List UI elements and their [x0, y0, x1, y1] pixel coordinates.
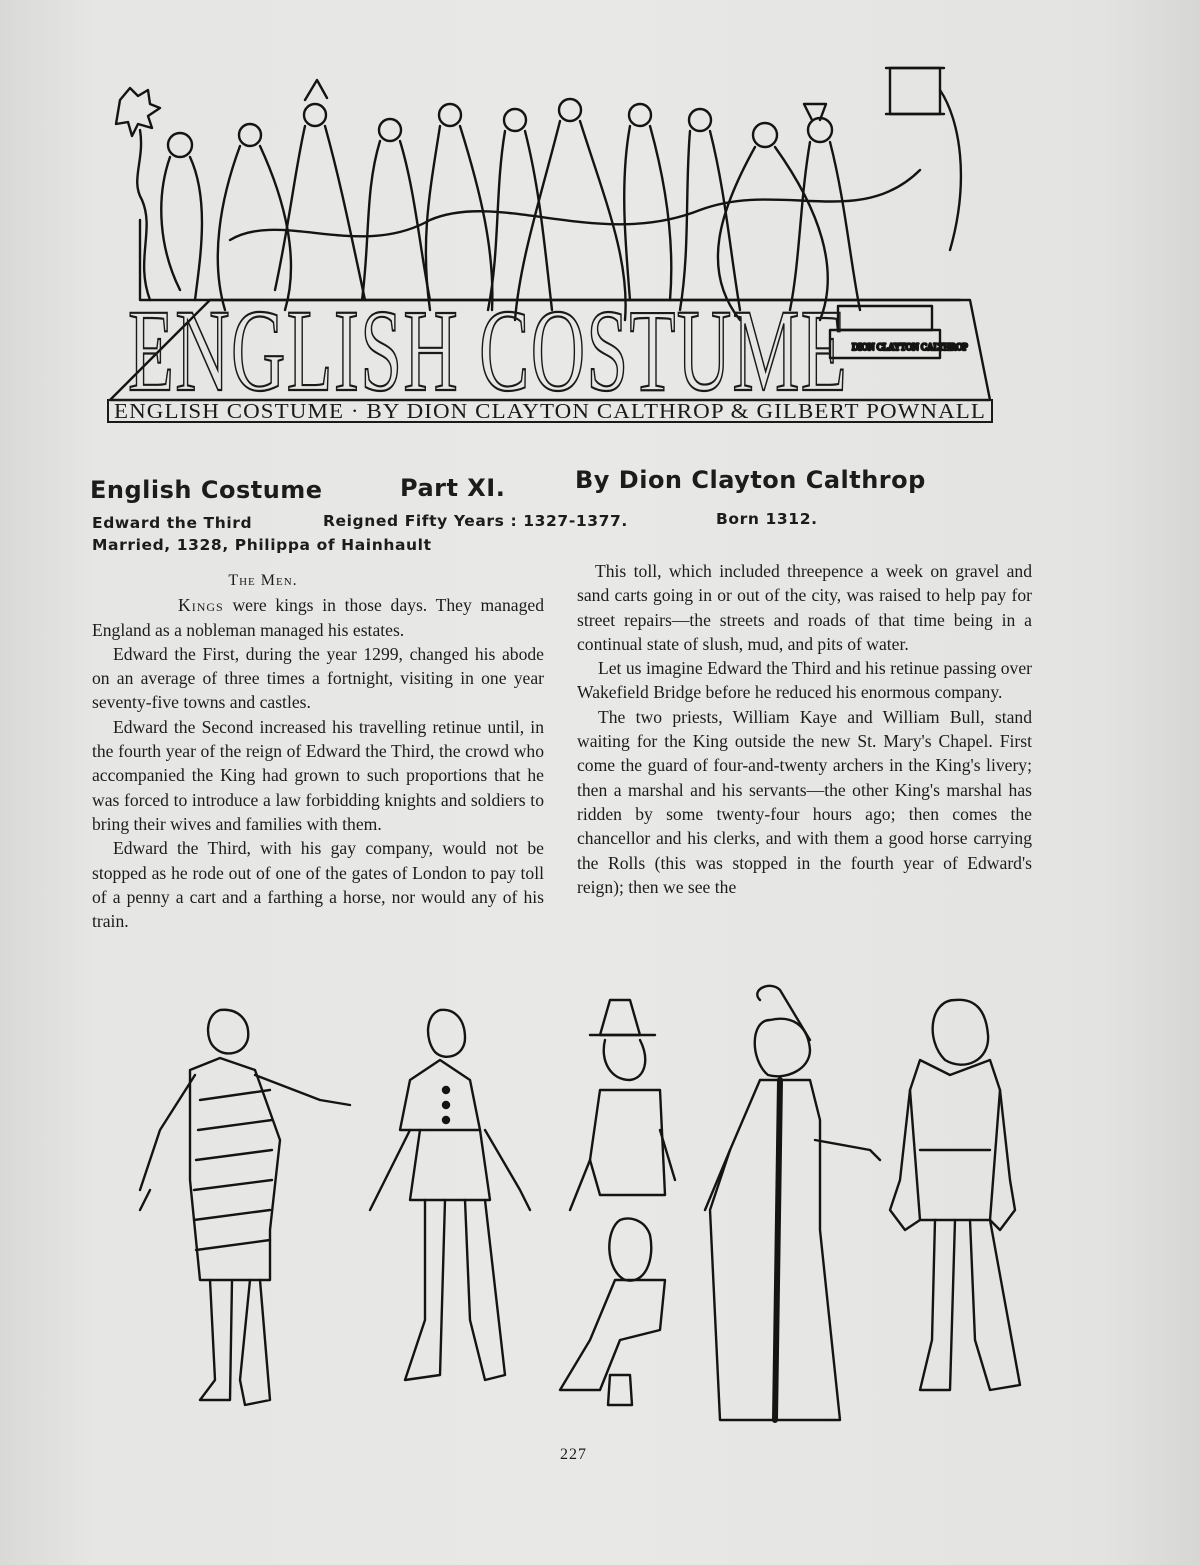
- paragraph-text: were kings in those days. They managed England as a nobleman managed his estates.: [92, 595, 544, 640]
- paragraph: [92, 593, 544, 642]
- section-heading: The Men.: [228, 572, 298, 589]
- vine-leaf-ornament: [116, 88, 160, 300]
- article-part: Part XI.: [400, 474, 506, 502]
- figure-king-striped-tunic: [140, 1010, 350, 1405]
- article-author: By Dion Clayton Calthrop: [575, 466, 926, 494]
- paragraph: The two priests, William Kaye and William Bull, stand waiting for the King outside the new St. Mary's Chapel. First come the guard of four-and-twenty archers in the King's livery; then a marshal and his servants—the other King's marshal has ridden by some twenty-four hours ago; then comes the chancellor and his clerks, and with them a good horse carrying the Rolls (this was stopped in the fourth year of Edward's reign); then we see the: [577, 706, 1032, 897]
- book-label: DION CLAYTON CALTHROP: [852, 342, 968, 352]
- right-column: [577, 559, 1032, 899]
- books-stack: [830, 306, 968, 358]
- figure-tall-hat-man: [570, 1000, 675, 1210]
- paragraph: Edward the First, during the year 1299, changed his abode on an average of three times a fortnight, visiting in one year seventy-five towns and castles.: [92, 643, 544, 713]
- costume-figures-illustration: [120, 980, 1040, 1440]
- paragraph: Edward the Third, with his gay company, would not be stopped as he rode out of one of the gates of London to pay toll of a penny a cart and a farthing a horse, nor would any of his train.: [92, 838, 544, 932]
- subtitle-reign: Reigned Fifty Years : 1327-1377.: [323, 512, 628, 530]
- thread-spool: [886, 68, 961, 250]
- procession-figures: [161, 80, 920, 320]
- banner-byline: ENGLISH COSTUME · BY DION CLAYTON CALTHROP & GILBERT POWNALL: [114, 399, 986, 423]
- subtitle-king: Edward the Third: [92, 514, 253, 532]
- paragraph: Edward the Second increased his travelling retinue until, in the fourth year of the reign of Edward the Third, the crowd who accompanied the King had grown to such proportions that he was forced to introduce a law forbidding knights and soldiers to bring their wives and families with them.: [92, 716, 544, 834]
- paragraph: Let us imagine Edward the Third and his retinue passing over Wakefield Bridge before he reduced his enormous company.: [577, 658, 1032, 703]
- figure-seated-hooded: [560, 1219, 665, 1405]
- subtitle-married: Married, 1328, Philippa of Hainhault: [92, 536, 432, 554]
- figure-hooded-tunic: [890, 1000, 1020, 1390]
- subtitle-born: Born 1312.: [716, 510, 818, 528]
- article-title: English Costume: [90, 476, 323, 504]
- costume-procession-drawing: [100, 60, 1000, 430]
- paragraph: This toll, which included threepence a week on gravel and sand carts going in or out of the city, was raised to help pay for street repairs—the streets and roads of that time being in a continual state of slush, mud, and pits of water.: [577, 561, 1032, 654]
- page-number: 227: [560, 1446, 587, 1463]
- article-title-row: [90, 462, 970, 502]
- figure-caped-man: [370, 1010, 530, 1380]
- left-column: [92, 566, 544, 933]
- figure-hooded-robe: [705, 986, 880, 1420]
- paragraph-lead: Kings: [178, 595, 224, 616]
- banner-title: ENGLISH COSTUME: [128, 285, 848, 416]
- header-illustration: [100, 60, 1000, 430]
